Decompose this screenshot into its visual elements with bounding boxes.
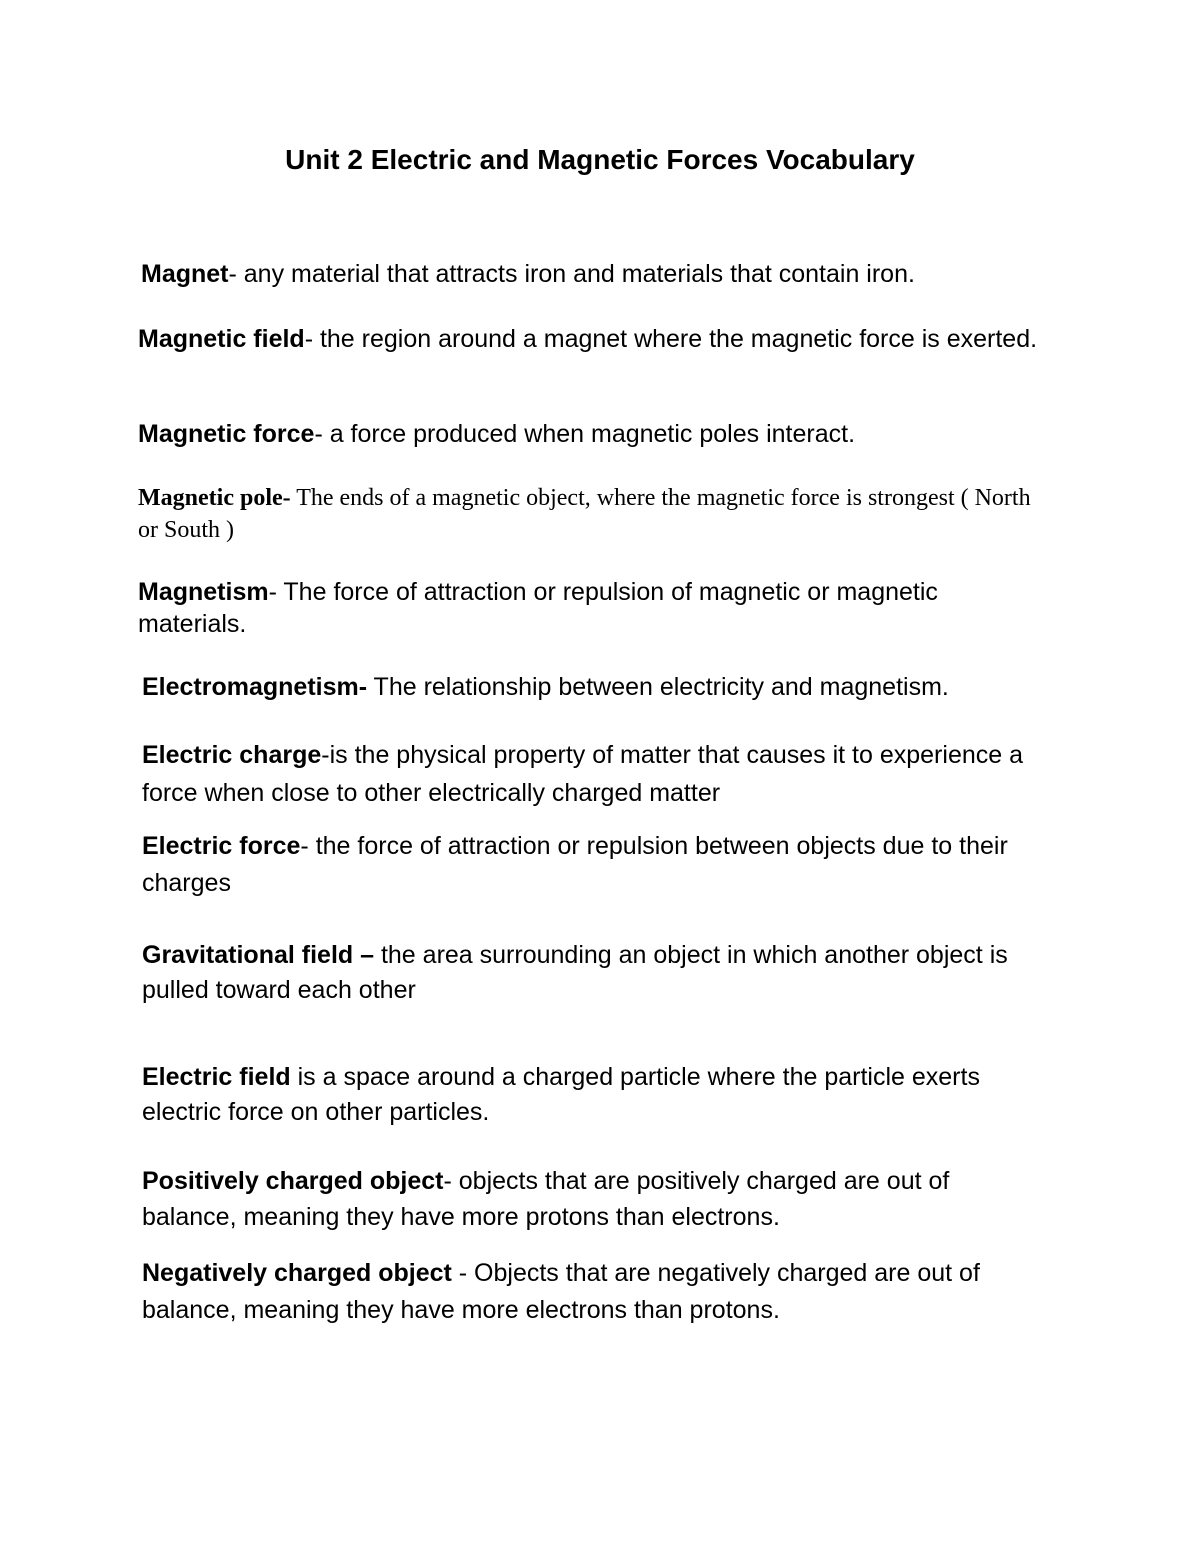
vocab-definition: - objects that are positively charged are out of balance, meaning they have more protons than electrons.: [142, 1167, 950, 1231]
vocab-term: Electric field: [142, 1063, 291, 1091]
vocab-term: Magnetism: [138, 578, 269, 606]
vocab-definition: -is the physical property of matter that causes it to experience a force when close to other electrically charged matter: [142, 741, 1023, 807]
vocab-definition: - The force of attraction or repulsion of magnetic or magnetic materials.: [138, 578, 938, 638]
vocab-entry-negatively-charged-object: [142, 1255, 1042, 1329]
vocab-definition: - Objects that are negatively charged are out of balance, meaning they have more electrons than protons.: [142, 1259, 980, 1324]
vocab-entry-magnetism: [138, 576, 1038, 640]
vocab-term: Gravitational field –: [142, 941, 375, 969]
vocab-definition: - any material that attracts iron and materials that contain iron.: [228, 260, 915, 288]
vocab-term: Magnetic field: [138, 325, 305, 353]
vocab-term: Magnetic pole-: [138, 485, 291, 511]
vocab-term: Negatively charged object: [142, 1259, 452, 1287]
vocab-definition: the area surrounding an object in which another object is pulled toward each other: [142, 941, 1008, 1004]
vocab-term: Magnet: [141, 260, 229, 288]
vocab-entry-magnetic-pole: [138, 482, 1038, 546]
vocab-entry-magnetic-field: [138, 323, 1038, 355]
vocab-definition: The relationship between electricity and magnetism.: [367, 673, 949, 701]
vocab-term: Electric force: [142, 832, 301, 860]
vocab-term: Positively charged object: [142, 1167, 444, 1195]
vocab-definition: - a force produced when magnetic poles interact.: [314, 420, 856, 448]
vocab-entry-magnet: [141, 258, 1041, 290]
vocab-entry-magnetic-force: [138, 418, 1038, 450]
vocab-entry-gravitational-field: [142, 938, 1042, 1008]
vocab-term: Magnetic force: [138, 420, 315, 448]
vocab-definition: The ends of a magnetic object, where the magnetic force is strongest ( North or South ): [138, 485, 1031, 543]
vocab-entry-electric-field: [142, 1060, 1042, 1130]
vocab-entry-electromagnetism: [142, 671, 1042, 703]
vocab-entry-electric-force: [142, 828, 1042, 902]
vocab-definition: - the force of attraction or repulsion between objects due to their charges: [142, 832, 1008, 897]
vocab-term: Electric charge: [142, 741, 322, 769]
page-title: Unit 2 Electric and Magnetic Forces Vocabulary: [285, 144, 915, 175]
vocab-definition: is a space around a charged particle where the particle exerts electric force on other particles.: [142, 1063, 980, 1126]
vocab-definition: - the region around a magnet where the magnetic force is exerted.: [304, 325, 1038, 353]
vocab-entry-positively-charged-object: [142, 1163, 1042, 1235]
vocab-entry-electric-charge: [142, 736, 1042, 812]
vocab-term: Electromagnetism-: [142, 673, 368, 701]
